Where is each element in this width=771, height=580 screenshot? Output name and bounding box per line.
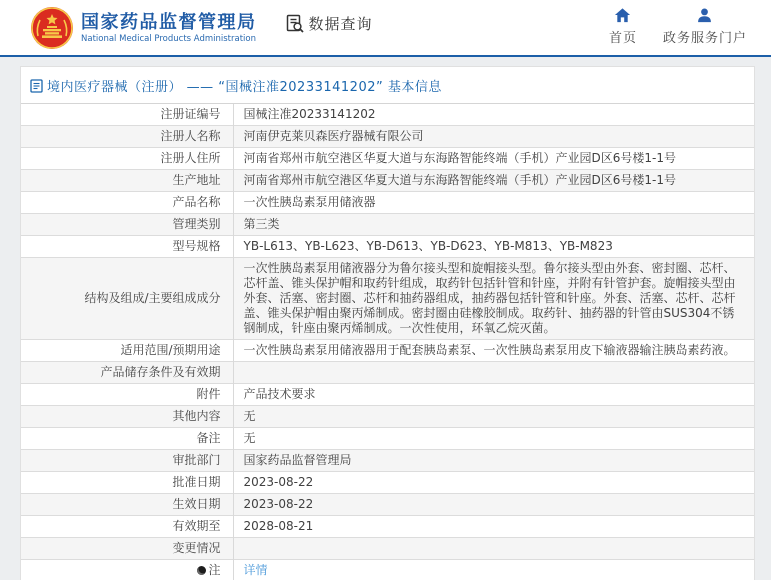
table-row bbox=[21, 192, 754, 214]
row-value-text: 2023-08-22 bbox=[243, 475, 314, 489]
row-value-text: 河南省郑州市航空港区华夏大道与东海路智能终端（手机）产业园D区6号楼1-1号 bbox=[243, 151, 676, 165]
row-value bbox=[233, 538, 754, 560]
row-value-text: 无 bbox=[243, 409, 256, 423]
nav-gov-portal[interactable] bbox=[663, 7, 747, 46]
home-icon bbox=[614, 7, 631, 24]
table-row bbox=[21, 104, 754, 126]
table-row bbox=[21, 384, 754, 406]
nmpa-logo[interactable] bbox=[30, 6, 257, 50]
row-label bbox=[21, 560, 233, 580]
row-value-text: 第三类 bbox=[243, 217, 280, 231]
row-label-text: 注册人名称 bbox=[160, 129, 221, 143]
page-title-bar bbox=[21, 67, 754, 104]
table-row bbox=[21, 170, 754, 192]
row-value-text: 2023-08-22 bbox=[243, 497, 314, 511]
header-nav bbox=[609, 7, 747, 46]
row-label-text: 其他内容 bbox=[172, 409, 221, 423]
row-label bbox=[21, 406, 233, 428]
detail-link[interactable]: 详情 bbox=[243, 563, 268, 577]
table-row bbox=[21, 214, 754, 236]
row-value-text: 一次性胰岛素泵用储液器 bbox=[243, 195, 376, 209]
row-value bbox=[233, 450, 754, 472]
row-value-text: YB-L613、YB-L623、YB-D613、YB-D623、YB-M813、YB-M823 bbox=[243, 239, 613, 253]
row-value-text: 河南省郑州市航空港区华夏大道与东海路智能终端（手机）产业园D区6号楼1-1号 bbox=[243, 173, 676, 187]
site-title: 国家药品监督管理局 bbox=[81, 11, 257, 33]
table-row bbox=[21, 472, 754, 494]
row-value-text: 2028-08-21 bbox=[243, 519, 314, 533]
china-national-emblem-icon bbox=[30, 6, 74, 50]
document-icon bbox=[30, 79, 43, 93]
table-row bbox=[21, 406, 754, 428]
row-label-text: 产品储存条件及有效期 bbox=[100, 365, 221, 379]
row-label-text: 变更情况 bbox=[172, 541, 221, 555]
registration-info-tbody bbox=[21, 104, 754, 580]
row-value-text: 产品技术要求 bbox=[243, 387, 316, 401]
row-label-text: 注册证编号 bbox=[160, 107, 221, 121]
row-label bbox=[21, 148, 233, 170]
row-label-text: 注册人住所 bbox=[160, 151, 221, 165]
row-label bbox=[21, 170, 233, 192]
row-value bbox=[233, 428, 754, 450]
table-row bbox=[21, 126, 754, 148]
row-value bbox=[233, 340, 754, 362]
row-label-text: 生产地址 bbox=[172, 173, 221, 187]
row-label bbox=[21, 192, 233, 214]
row-label-text: 备注 bbox=[196, 431, 221, 445]
row-label-text: 注 bbox=[208, 563, 221, 577]
row-value-text: 无 bbox=[243, 431, 256, 445]
row-label bbox=[21, 104, 233, 126]
row-label-text: 生效日期 bbox=[172, 497, 221, 511]
row-label bbox=[21, 494, 233, 516]
table-row bbox=[21, 538, 754, 560]
row-label-text: 有效期至 bbox=[172, 519, 221, 533]
row-label bbox=[21, 340, 233, 362]
row-label bbox=[21, 362, 233, 384]
table-row bbox=[21, 450, 754, 472]
table-row bbox=[21, 362, 754, 384]
row-label-text: 适用范围/预期用途 bbox=[120, 343, 221, 357]
row-label-text: 型号规格 bbox=[172, 239, 221, 253]
row-value-text: 一次性胰岛素泵用储液器分为鲁尔接头型和旋帽接头型。鲁尔接头型由外套、密封圈、芯杆、芯杆盖、锥头保护帽和取药针组成，取药针包括针管和针座，并附有针管护套。旋帽接头型由外套、活塞、密封圈、芯杆和抽药器组成，抽药器包括针管和针座。外套、活塞、芯杆、芯杆盖、锥头保护帽由聚丙烯制成。密封圈由硅橡胶制成。取药针、抽药器的针管由SUS304不锈钢制成，针座由聚丙烯制成。一次性使用，环氧乙烷灭菌。 bbox=[243, 261, 736, 335]
site-subtitle: National Medical Products Administration bbox=[81, 33, 256, 44]
row-value-text: 一次性胰岛素泵用储液器用于配套胰岛素泵、一次性胰岛素泵用皮下输液器输注胰岛素药液。 bbox=[243, 343, 736, 357]
app-header bbox=[0, 0, 771, 57]
row-value bbox=[233, 516, 754, 538]
row-label-text: 批准日期 bbox=[172, 475, 221, 489]
nav-home-label: 首页 bbox=[608, 31, 637, 46]
row-label-text: 产品名称 bbox=[172, 195, 221, 209]
table-row bbox=[21, 428, 754, 450]
row-value bbox=[233, 236, 754, 258]
row-value-text: 国械注准20233141202 bbox=[243, 107, 376, 121]
row-value bbox=[233, 362, 754, 384]
row-value bbox=[233, 258, 754, 340]
row-value-text: 河南伊克莱贝森医疗器械有限公司 bbox=[243, 129, 424, 143]
row-value-text: 国家药品监督管理局 bbox=[243, 453, 352, 467]
page-body bbox=[0, 57, 771, 580]
row-value bbox=[233, 406, 754, 428]
table-row bbox=[21, 236, 754, 258]
row-label bbox=[21, 214, 233, 236]
row-label-text: 结构及组成/主要组成成分 bbox=[84, 291, 221, 305]
row-label bbox=[21, 450, 233, 472]
row-value bbox=[233, 104, 754, 126]
table-row bbox=[21, 516, 754, 538]
document-search-icon bbox=[285, 14, 305, 34]
data-query-link[interactable] bbox=[285, 13, 373, 34]
row-value bbox=[233, 560, 754, 580]
nav-home[interactable] bbox=[609, 7, 637, 46]
row-label bbox=[21, 384, 233, 406]
row-value bbox=[233, 192, 754, 214]
row-value bbox=[233, 494, 754, 516]
note-icon bbox=[197, 566, 206, 575]
table-row bbox=[21, 148, 754, 170]
row-value bbox=[233, 170, 754, 192]
nav-gov-portal-label: 政务服务门户 bbox=[662, 31, 747, 46]
table-row bbox=[21, 258, 754, 340]
table-row bbox=[21, 494, 754, 516]
row-label-text: 附件 bbox=[196, 387, 221, 401]
user-icon bbox=[696, 7, 713, 24]
data-query-label: 数据查询 bbox=[308, 15, 373, 33]
row-value bbox=[233, 384, 754, 406]
row-value bbox=[233, 126, 754, 148]
row-label bbox=[21, 236, 233, 258]
registration-detail-panel bbox=[20, 66, 755, 580]
row-value bbox=[233, 148, 754, 170]
row-value bbox=[233, 472, 754, 494]
row-label bbox=[21, 258, 233, 340]
row-label bbox=[21, 126, 233, 148]
table-row bbox=[21, 560, 754, 580]
row-label bbox=[21, 538, 233, 560]
row-label bbox=[21, 472, 233, 494]
row-label bbox=[21, 516, 233, 538]
registration-info-table bbox=[21, 104, 754, 580]
row-label bbox=[21, 428, 233, 450]
row-value bbox=[233, 214, 754, 236]
row-label-text: 管理类别 bbox=[172, 217, 221, 231]
page-title: 境内医疗器械（注册） —— “国械注准20233141202” 基本信息 bbox=[47, 80, 442, 95]
row-label-text: 审批部门 bbox=[172, 453, 221, 467]
table-row bbox=[21, 340, 754, 362]
